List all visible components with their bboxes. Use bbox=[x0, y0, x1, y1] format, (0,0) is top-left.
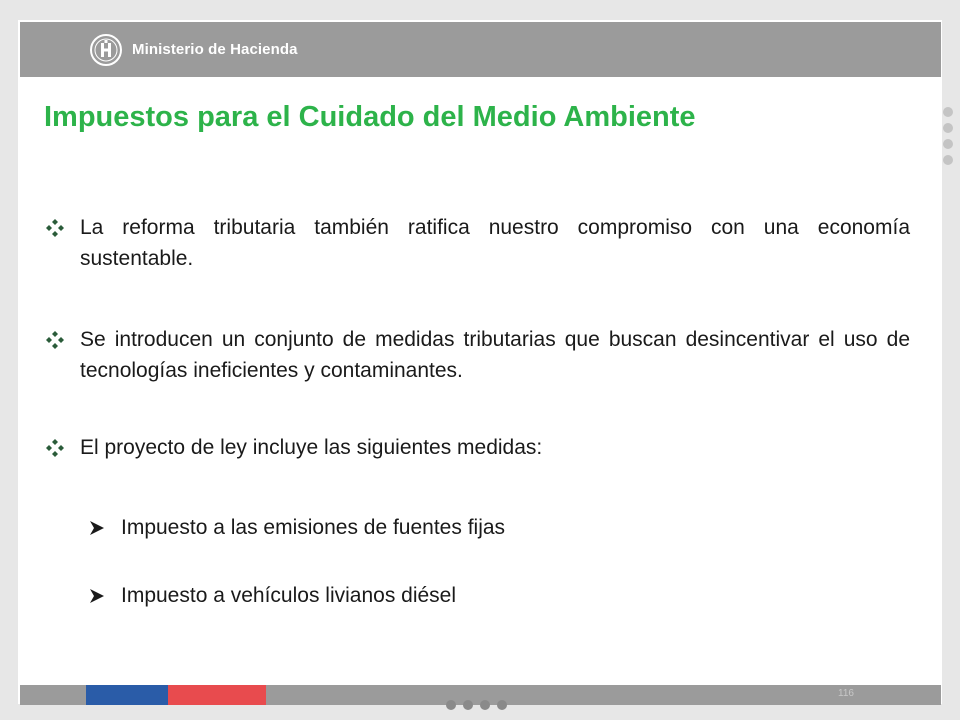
side-dots-decoration bbox=[943, 107, 953, 165]
dot-icon bbox=[943, 155, 953, 165]
four-diamond-bullet-icon bbox=[46, 324, 80, 355]
page-number: 116 bbox=[838, 688, 854, 699]
sub-bullet-item bbox=[88, 512, 505, 543]
dot-icon bbox=[446, 700, 456, 710]
ministry-name: Ministerio de Hacienda bbox=[132, 41, 298, 58]
arrow-right-bullet-icon bbox=[88, 587, 121, 605]
slide-title: Impuestos para el Cuidado del Medio Ambiente bbox=[44, 101, 696, 133]
dot-icon bbox=[463, 700, 473, 710]
coat-of-arms-icon bbox=[88, 32, 124, 68]
dot-icon bbox=[943, 123, 953, 133]
bullet-text: La reforma tributaria también ratifica nuestro compromiso con una economía sustentable. bbox=[80, 216, 910, 270]
sub-bullet-item bbox=[88, 580, 456, 611]
bullet-text: El proyecto de ley incluye las siguientes medidas: bbox=[80, 436, 543, 459]
bullet-item bbox=[46, 324, 910, 386]
bullet-item bbox=[46, 212, 910, 274]
dot-icon bbox=[497, 700, 507, 710]
footer-flag-blue-stripe bbox=[86, 685, 168, 705]
footer-flag-red-stripe bbox=[168, 685, 266, 705]
four-diamond-bullet-icon bbox=[46, 432, 80, 463]
dot-icon bbox=[480, 700, 490, 710]
arrow-right-bullet-icon bbox=[88, 519, 121, 537]
bottom-dots-decoration bbox=[446, 700, 507, 710]
slide-left-tab bbox=[0, 470, 20, 595]
four-diamond-bullet-icon bbox=[46, 212, 80, 243]
bullet-text: Se introducen un conjunto de medidas tributarias que buscan desincentivar el uso de tecnologías ineficientes y contaminantes. bbox=[80, 328, 910, 382]
sub-bullet-text: Impuesto a vehículos livianos diésel bbox=[121, 584, 457, 607]
dot-icon bbox=[943, 139, 953, 149]
bullet-item bbox=[46, 432, 910, 463]
sub-bullet-text: Impuesto a las emisiones de fuentes fijas bbox=[121, 516, 506, 539]
dot-icon bbox=[943, 107, 953, 117]
header-bar bbox=[20, 22, 941, 77]
